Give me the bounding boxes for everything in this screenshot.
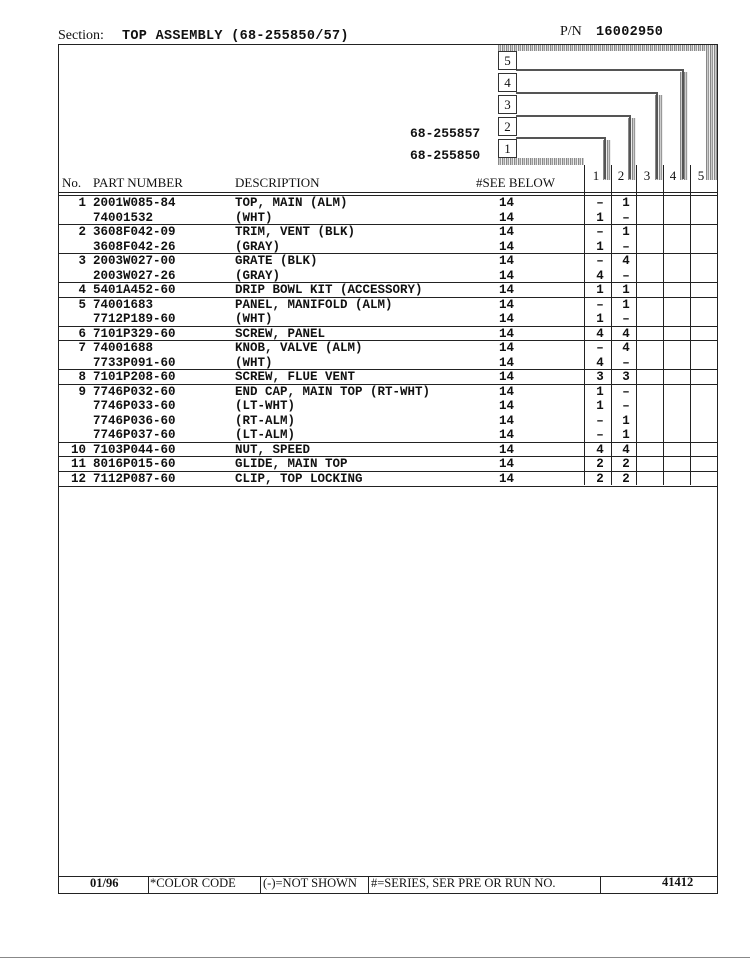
see-below: 14	[499, 370, 515, 384]
item-number: 6	[78, 326, 86, 341]
part-number: 7112P087-60	[93, 471, 176, 486]
series-2-qty: 1	[622, 428, 630, 442]
row-rule	[58, 340, 718, 341]
item-number: 8	[78, 370, 86, 384]
description: DRIP BOWL KIT (ACCESSORY)	[235, 283, 423, 297]
see-below: 14	[499, 457, 515, 471]
description: (WHT)	[235, 210, 273, 225]
series-1-qty: 3	[596, 370, 604, 384]
row-rule	[58, 384, 718, 385]
table-row	[58, 327, 716, 342]
series-1-qty: –	[596, 254, 604, 268]
col-head-description: DESCRIPTION	[235, 175, 320, 190]
series-1-qty: –	[596, 196, 604, 210]
part-number: 8016P015-60	[93, 457, 176, 471]
see-below: 14	[499, 442, 515, 457]
row-rule	[58, 297, 718, 298]
part-number: 7746P033-60	[93, 399, 176, 413]
description: (GRAY)	[235, 268, 281, 283]
row-rule	[58, 442, 718, 443]
col-head-series-1: 1	[592, 168, 600, 183]
series-1-qty: 4	[596, 442, 604, 457]
series-1-qty: 4	[596, 355, 604, 370]
series-1-qty: 2	[596, 457, 604, 471]
see-below: 14	[499, 210, 515, 225]
description: (RT-ALM)	[235, 413, 296, 428]
series-1-qty: 1	[596, 283, 604, 297]
part-number-label: P/N	[560, 24, 582, 39]
series-2-qty: –	[622, 355, 630, 370]
table-row	[58, 385, 716, 400]
col-head-series-5: 5	[697, 168, 705, 183]
series-1-qty: 2	[596, 471, 604, 486]
description: (WHT)	[235, 355, 273, 370]
series-box-4: 4	[498, 73, 517, 92]
series-2-qty: –	[622, 210, 630, 225]
table-end-rule	[58, 486, 718, 487]
series-2-qty: –	[622, 384, 630, 399]
series-2-qty: 1	[622, 413, 630, 428]
col-head-no: No.	[62, 175, 82, 190]
series-box-1: 1	[498, 139, 517, 158]
description: END CAP, MAIN TOP (RT-WHT)	[235, 384, 431, 399]
table-row	[58, 312, 716, 327]
description: NUT, SPEED	[235, 442, 311, 457]
see-below: 14	[499, 283, 515, 297]
part-number-value: 16002950	[596, 25, 664, 40]
see-below: 14	[499, 312, 515, 326]
table-row	[58, 298, 716, 313]
description: PANEL, MANIFOLD (ALM)	[235, 297, 393, 312]
table-row	[58, 399, 716, 414]
see-below: 14	[499, 254, 515, 268]
part-number: 7103P044-60	[93, 442, 176, 457]
see-below: 14	[499, 355, 515, 370]
description: SCREW, PANEL	[235, 326, 326, 341]
series-1-qty: –	[596, 225, 604, 239]
table-row	[58, 211, 716, 226]
series-box-3: 3	[498, 95, 517, 114]
part-number: 2001W085-84	[93, 196, 176, 210]
row-rule	[58, 195, 718, 196]
series-1-qty: 1	[596, 399, 604, 413]
row-rule	[58, 282, 718, 283]
description: (WHT)	[235, 312, 273, 326]
item-number: 10	[70, 442, 86, 457]
part-number: 7746P036-60	[93, 413, 176, 428]
part-number: 7733P091-60	[93, 355, 176, 370]
series-2-qty: –	[622, 239, 630, 254]
table-row	[58, 356, 716, 371]
description: TOP, MAIN (ALM)	[235, 196, 348, 210]
series-hatch-top	[498, 45, 717, 51]
part-number: 7746P037-60	[93, 428, 176, 442]
description: (LT-WHT)	[235, 399, 296, 413]
series-1-qty: 1	[596, 384, 604, 399]
table-row	[58, 370, 716, 385]
series-1-qty: –	[596, 297, 604, 312]
row-rule	[58, 369, 718, 370]
table-row	[58, 457, 716, 472]
table-row	[58, 196, 716, 211]
header-rule	[58, 192, 718, 193]
table-row	[58, 414, 716, 429]
col-head-series-2: 2	[617, 168, 625, 183]
series-2-qty: 4	[622, 326, 630, 341]
table-row	[58, 428, 716, 443]
series-2-qty: 4	[622, 442, 630, 457]
series-ref-57: 68-255857	[410, 126, 481, 141]
series-1-qty: 1	[596, 239, 604, 254]
col-head-see-below: #SEE BELOW	[476, 175, 556, 190]
series-2-qty: 4	[622, 341, 630, 355]
section-label: Section:	[58, 28, 104, 43]
series-2-qty: 2	[622, 457, 630, 471]
description: GLIDE, MAIN TOP	[235, 457, 348, 471]
section-title: TOP ASSEMBLY (68-255850/57)	[122, 29, 349, 44]
part-number: 7746P032-60	[93, 384, 176, 399]
frame-bottom-rule	[58, 893, 718, 894]
table-row	[58, 472, 716, 487]
item-number: 4	[78, 283, 86, 297]
see-below: 14	[499, 341, 515, 355]
col-head-series-3: 3	[643, 168, 651, 183]
table-row	[58, 240, 716, 255]
part-number: 74001532	[93, 210, 154, 225]
table-row	[58, 225, 716, 240]
part-number: 7712P189-60	[93, 312, 176, 326]
description: TRIM, VENT (BLK)	[235, 225, 356, 239]
part-number: 74001688	[93, 341, 154, 355]
row-rule	[58, 456, 718, 457]
row-rule	[58, 326, 718, 327]
table-row	[58, 341, 716, 356]
item-number: 11	[70, 457, 86, 471]
part-number: 5401A452-60	[93, 283, 176, 297]
series-2-qty: 1	[622, 297, 630, 312]
item-number: 2	[78, 225, 86, 239]
description: (GRAY)	[235, 239, 281, 254]
series-2-qty: –	[622, 312, 630, 326]
part-number: 74001683	[93, 297, 154, 312]
description: (LT-ALM)	[235, 428, 296, 442]
see-below: 14	[499, 413, 515, 428]
see-below: 14	[499, 384, 515, 399]
see-below: 14	[499, 297, 515, 312]
series-1-qty: 1	[596, 210, 604, 225]
part-number: 3608F042-26	[93, 239, 176, 254]
row-rule	[58, 224, 718, 225]
part-number: 3608F042-09	[93, 225, 176, 239]
see-below: 14	[499, 471, 515, 486]
part-number: 7101P329-60	[93, 326, 176, 341]
footer-sep-2	[260, 876, 261, 893]
series-1-qty: 1	[596, 312, 604, 326]
series-2-qty: 3	[622, 370, 630, 384]
table-row	[58, 283, 716, 298]
see-below: 14	[499, 225, 515, 239]
see-below: 14	[499, 239, 515, 254]
series-2-qty: 2	[622, 471, 630, 486]
frame-right-rule	[717, 44, 718, 894]
row-rule	[58, 253, 718, 254]
footer-sep-3	[368, 876, 369, 893]
table-row	[58, 254, 716, 269]
see-below: 14	[499, 326, 515, 341]
series-2-qty: 4	[622, 254, 630, 268]
series-2-qty: –	[622, 399, 630, 413]
item-number: 3	[78, 254, 86, 268]
part-number: 7101P208-60	[93, 370, 176, 384]
part-number: 2003W027-00	[93, 254, 176, 268]
col-head-series-4: 4	[669, 168, 677, 183]
scan-edge-rule	[0, 957, 750, 958]
row-rule	[58, 471, 718, 472]
footer-not-shown: (-)=NOT SHOWN	[263, 876, 357, 890]
series-1-qty: –	[596, 341, 604, 355]
series-box-5: 5	[498, 51, 517, 70]
series-1-qty: –	[596, 428, 604, 442]
table-row	[58, 443, 716, 458]
series-1-qty: 4	[596, 326, 604, 341]
item-number: 12	[70, 471, 86, 486]
footer-series-note: #=SERIES, SER PRE OR RUN NO.	[371, 876, 556, 890]
description: SCREW, FLUE VENT	[235, 370, 356, 384]
description: CLIP, TOP LOCKING	[235, 471, 363, 486]
item-number: 7	[78, 341, 86, 355]
series-2-qty: 1	[622, 196, 630, 210]
see-below: 14	[499, 399, 515, 413]
part-number: 2003W027-26	[93, 268, 176, 283]
series-2-qty: 1	[622, 225, 630, 239]
footer-date: 01/96	[90, 876, 119, 890]
footer-sep-1	[148, 876, 149, 893]
footer-color-code: *COLOR CODE	[150, 876, 236, 890]
series-2-qty: –	[622, 268, 630, 283]
series-2-qty: 1	[622, 283, 630, 297]
series-hatch-col-5	[706, 45, 717, 180]
see-below: 14	[499, 428, 515, 442]
footer-sep-4	[600, 876, 601, 893]
series-ref-50: 68-255850	[410, 148, 481, 163]
item-number: 5	[78, 297, 86, 312]
col-head-part-number: PART NUMBER	[93, 175, 183, 190]
item-number: 1	[78, 196, 86, 210]
series-1-qty: –	[596, 413, 604, 428]
series-box-2: 2	[498, 117, 517, 136]
see-below: 14	[499, 196, 515, 210]
see-below: 14	[499, 268, 515, 283]
footer-doc-number: 41412	[662, 875, 694, 889]
description: GRATE (BLK)	[235, 254, 318, 268]
table-row	[58, 269, 716, 284]
item-number: 9	[78, 384, 86, 399]
series-1-qty: 4	[596, 268, 604, 283]
description: KNOB, VALVE (ALM)	[235, 341, 363, 355]
